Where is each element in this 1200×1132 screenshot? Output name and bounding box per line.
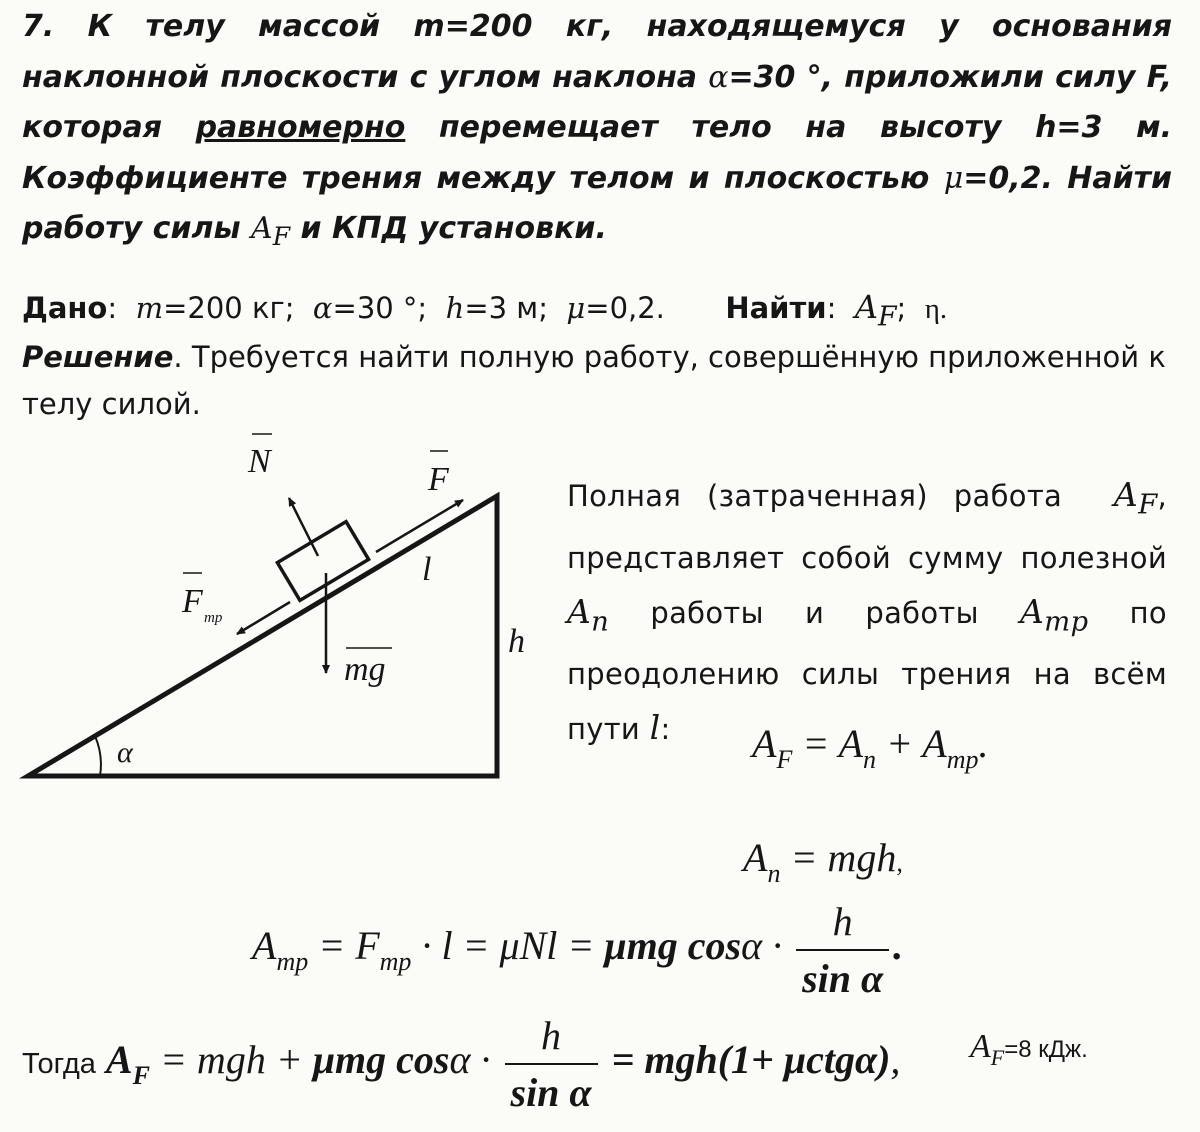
angle-arc [95,736,101,776]
problem-text-start: К телу массой m=200 кг, находящемуся у основания наклонной плоскости с углом наклона [22,9,1172,95]
underlined-word: равномерно [195,110,406,145]
problem-text-mid: приложили силу F, которая [22,59,1173,145]
find-work: $A_F$ [854,288,897,333]
mu-value: =0,2. Найти работу силы [22,160,1173,246]
angle-value: =30 °, [728,59,834,95]
solution-label: Решение [22,340,174,374]
label-ftr-sub: тр [204,610,223,626]
formula-final: Тогда $A_F$ = mgh + μmg cosα · $\frac{h}{\text{sin α}}$ = mgh(1+ μctgα), [22,1013,901,1115]
label-h: h [508,623,525,660]
alpha-symbol: α [708,59,729,95]
find-label: Найти [725,291,827,325]
given-label: Дано [22,291,108,325]
solution-text: Требуется найти полную работу, совершённую приложенной к телу силой. [22,340,1166,421]
label-n: N [248,443,271,480]
formula-friction-work: $A_{mp} = F_{mp} \cdot l = \mu Nl = \mu mg$ cosα · $\frac{h}{\text{sin α}}$ . [252,899,904,1001]
formula-total-work: $A_F = A_n + A_{mp}$. [752,721,989,774]
block [277,522,368,601]
label-mg: mg [344,651,386,688]
inclined-plane-diagram [0,420,560,790]
problem-number: 7. [22,9,55,44]
formula-useful-work: $A_n$ = mgh, [743,835,903,888]
eta-symbol: η. [924,293,948,325]
problem-text-end: и КПД установки. [300,211,607,246]
label-ftr: F [182,583,203,620]
incline-triangle [28,496,497,776]
formula-answer: $A_F=8$ кДж. [970,1028,1088,1070]
problem-statement [22,2,1172,263]
explanation-text: Полная (затраченная) работа $A_F$, представляет собой сумму полезной $A_n$ работы и работы $A_{mp}$ по преодолению силы трения на всём пути l: [567,475,1167,748]
label-f: F [428,461,449,498]
label-l: l [422,551,432,588]
problem-text-after: перемещает тело на высоту h=3 м. Коэффициенте трения между телом и плоскостью [22,110,1172,196]
solution-intro: Решение. Требуется найти полную работу, совершённую приложенной к телу силой. [22,340,1166,421]
work-symbol: $A_F$ [251,211,291,251]
given-line: Дано: m=200 кг; α=30 °; h=3 м; μ=0,2. Найти: $A_F$; η. [22,288,948,333]
mu-symbol: μ [943,160,964,196]
label-alpha: α [117,736,133,769]
friction-arrow [237,602,290,634]
